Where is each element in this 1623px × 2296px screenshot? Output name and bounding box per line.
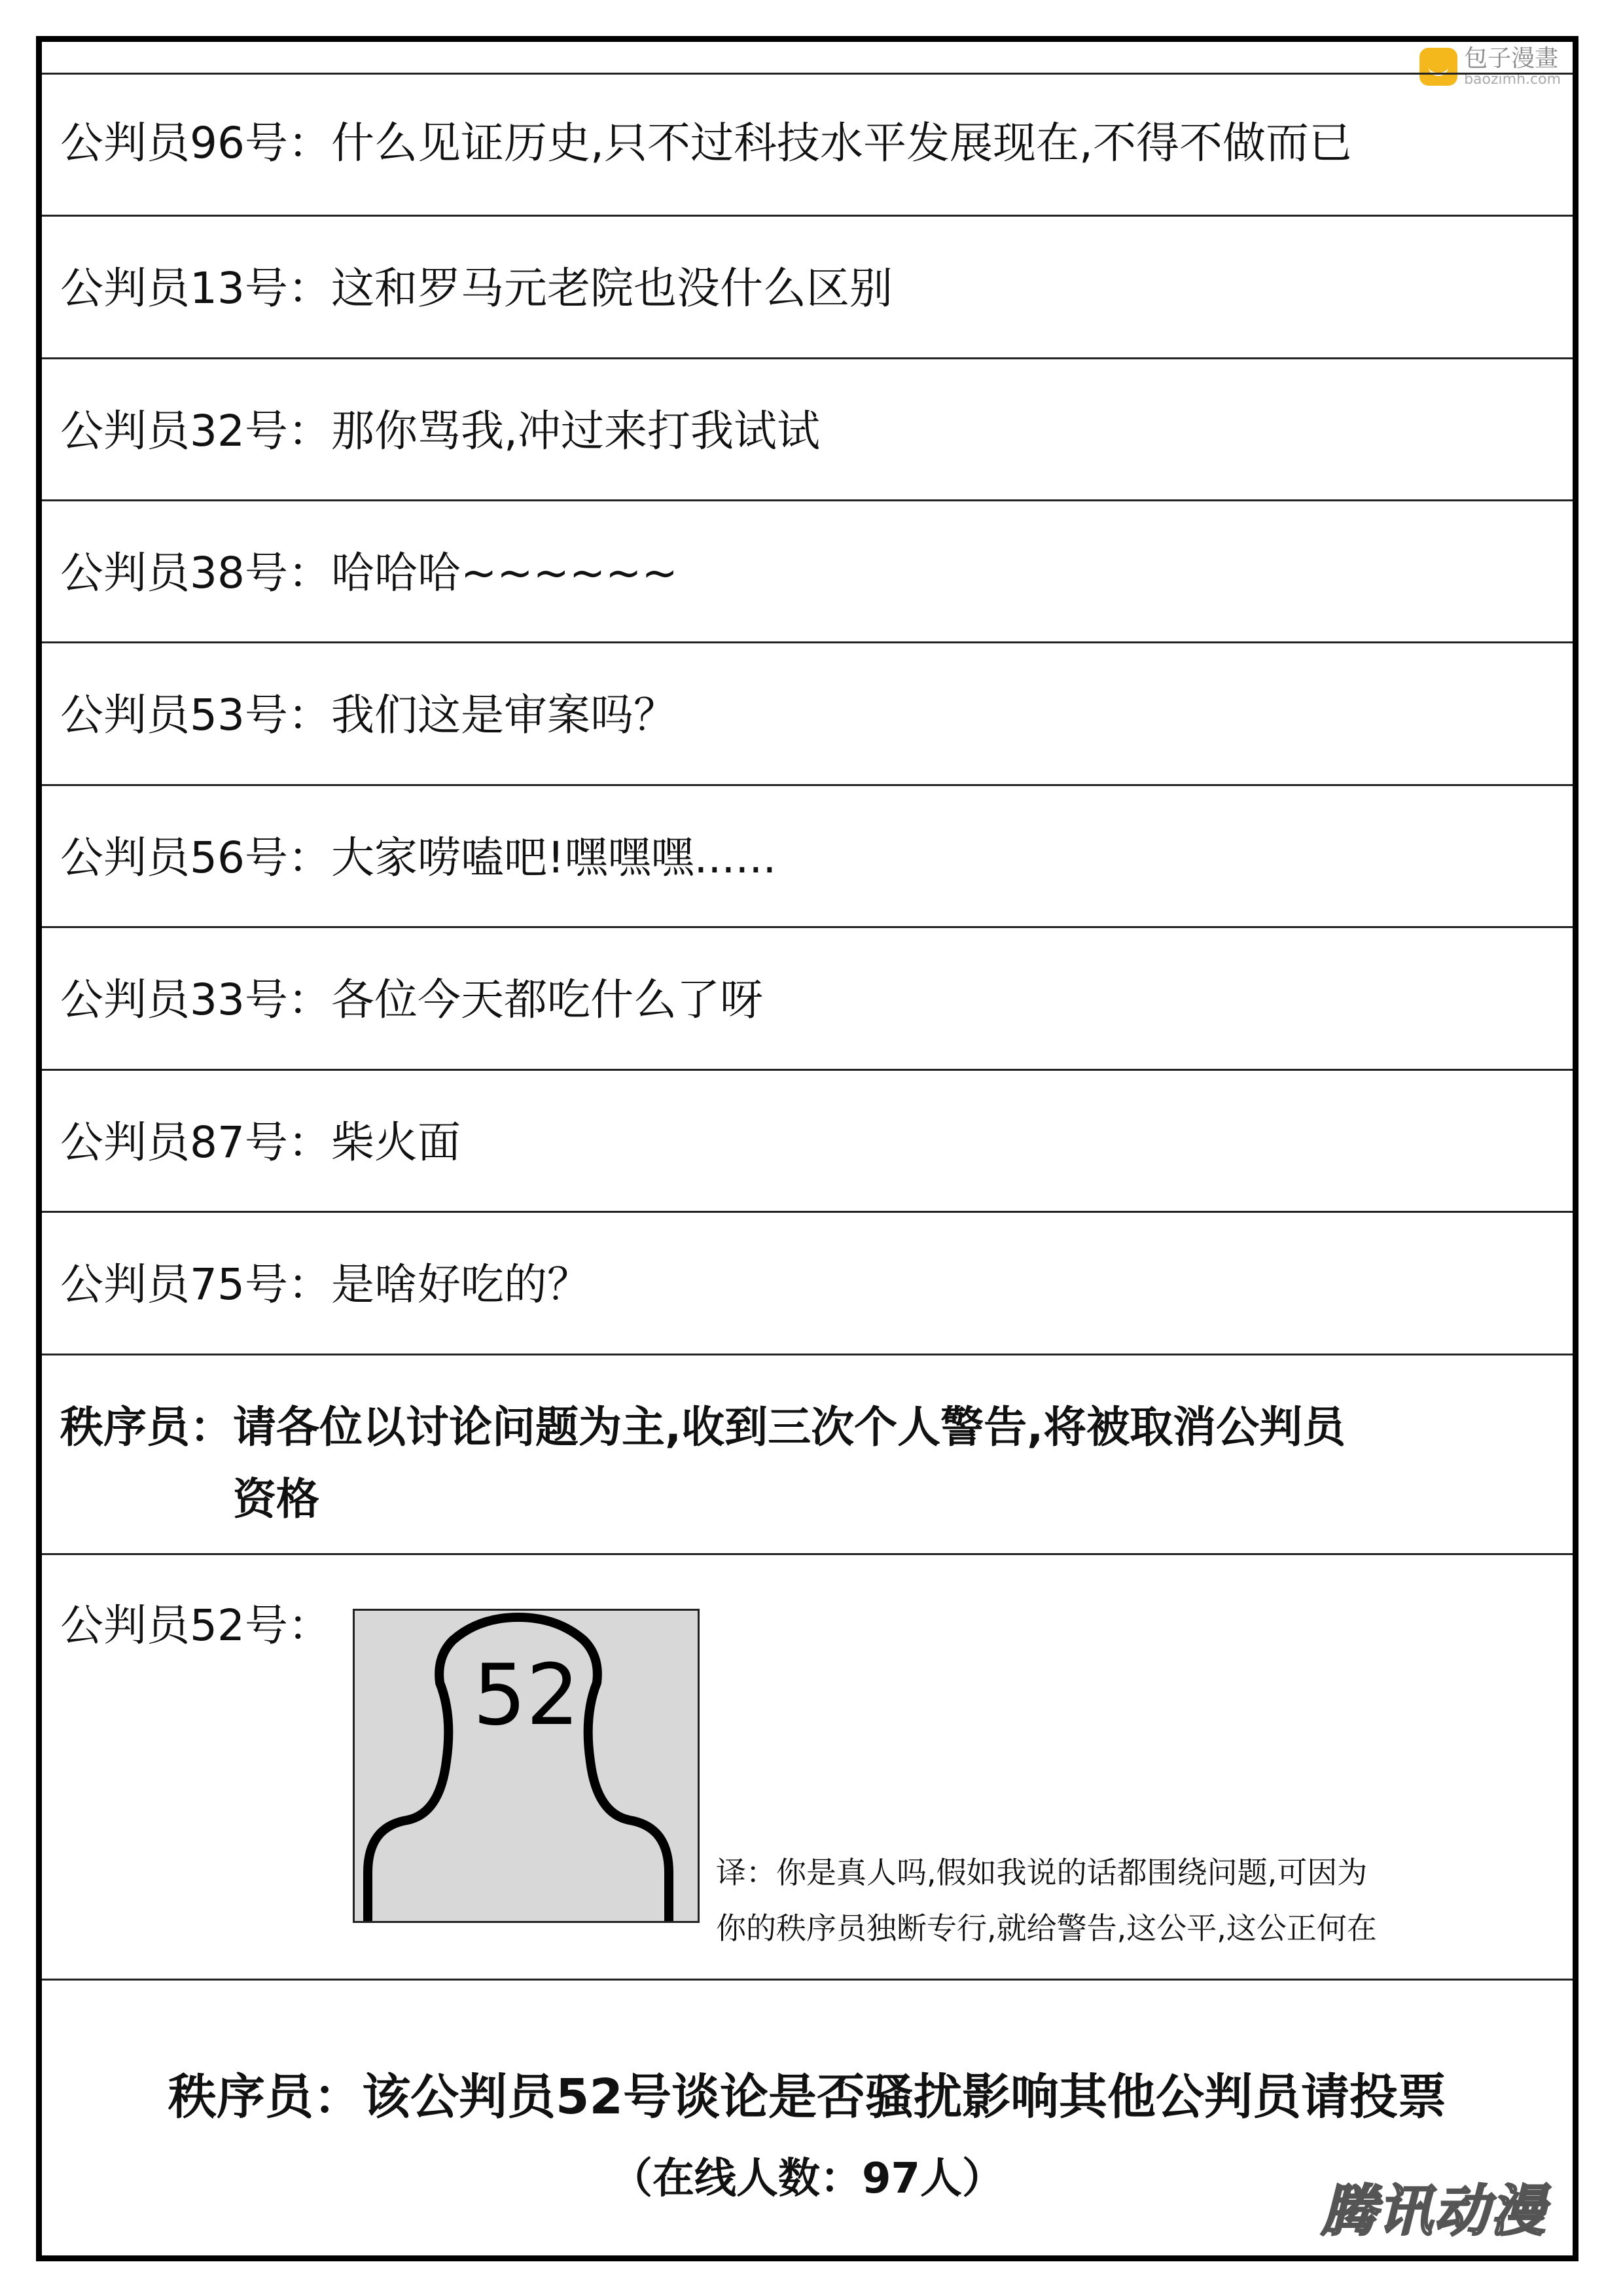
translation-line1: 译：你是真人吗,假如我说的话都围绕问题,可因为 (716, 1855, 1368, 1890)
logo-text: 包子漫畫 (1464, 45, 1559, 72)
message-body: 这和罗马元老院也没什么区别 (330, 263, 893, 314)
message-row (42, 501, 1573, 643)
message-row (42, 786, 1573, 928)
message-body: 各位今天都吃什么了呀 (330, 975, 763, 1025)
logo-subtext: baozimh.com (1464, 71, 1561, 88)
online-count: （在线人数：97人） (610, 2155, 1005, 2203)
message-body: 大家唠嗑吧!嘿嘿嘿...... (330, 833, 777, 883)
separator: ： (287, 975, 331, 1025)
message-body: 哈哈哈~~~~~~ (330, 548, 678, 598)
juror52-row (42, 1555, 1573, 1981)
message-body: 是啥好吃的？ (330, 1259, 590, 1310)
separator: ： (287, 1259, 331, 1310)
speaker-name: 公判员33号 (60, 975, 288, 1025)
message-text (60, 832, 776, 884)
message-row (42, 928, 1573, 1071)
message-text (60, 262, 893, 315)
message-row (42, 1071, 1573, 1213)
separator: ： (287, 263, 331, 314)
avatar (353, 1609, 700, 1923)
message-body: 我们这是审案吗？ (330, 690, 677, 740)
message-body: 什么见证历史,只不过科技水平发展现在,不得不做而已 (330, 118, 1352, 168)
translation-line2: 你的秩序员独断专行,就给警告,这公平,这公正何在 (716, 1910, 1377, 1946)
separator: ： (287, 406, 331, 456)
speaker-name: 公判员38号 (60, 548, 288, 598)
chat-panel (36, 36, 1578, 2261)
speaker-name: 公判员96号 (60, 118, 288, 168)
juror52-header (60, 1600, 331, 1652)
message-text (60, 974, 763, 1026)
message-row (42, 217, 1573, 359)
top-spacer-row (42, 42, 1573, 75)
moderator-message-line1: 请各位以讨论问题为主,收到三次个人警告,将被取消公判员 (233, 1402, 1346, 1452)
message-text (60, 689, 677, 742)
vote-prompt: 秩序员：该公判员52号谈论是否骚扰影响其他公判员请投票 (168, 2069, 1446, 2125)
separator: ： (287, 1600, 331, 1651)
moderator-message-line2: 资格 (233, 1474, 319, 1524)
separator: ： (287, 1117, 331, 1168)
message-text (60, 117, 1352, 170)
speaker-name: 公判员87号 (60, 1117, 288, 1168)
speaker-name: 公判员13号 (60, 263, 288, 314)
separator: ： (190, 1402, 233, 1452)
separator: ： (287, 833, 331, 883)
message-body: 柴火面 (330, 1117, 461, 1168)
separator: ： (287, 548, 331, 598)
message-row (42, 1213, 1573, 1355)
message-row (42, 643, 1573, 786)
message-text (60, 547, 678, 600)
speaker-name: 公判员56号 (60, 833, 288, 883)
moderator-message (60, 1401, 1346, 1454)
message-text (60, 1117, 461, 1169)
message-row (42, 75, 1573, 217)
avatar-number: 52 (473, 1647, 580, 1744)
moderator-name: 秩序员 (60, 1402, 190, 1452)
separator: ： (287, 690, 331, 740)
message-body: 那你骂我,冲过来打我试试 (330, 406, 820, 456)
speaker-name: 公判员32号 (60, 406, 288, 456)
message-text (60, 1259, 590, 1311)
speaker-name: 公判员75号 (60, 1259, 288, 1310)
moderator-warning-row (42, 1355, 1573, 1555)
speaker-name: 公判员53号 (60, 690, 288, 740)
separator: ： (287, 118, 331, 168)
message-text (60, 405, 820, 457)
tencent-comic-watermark: 腾讯动漫 (1321, 2179, 1546, 2243)
speaker-name: 公判员52号 (60, 1600, 288, 1651)
message-row (42, 359, 1573, 501)
